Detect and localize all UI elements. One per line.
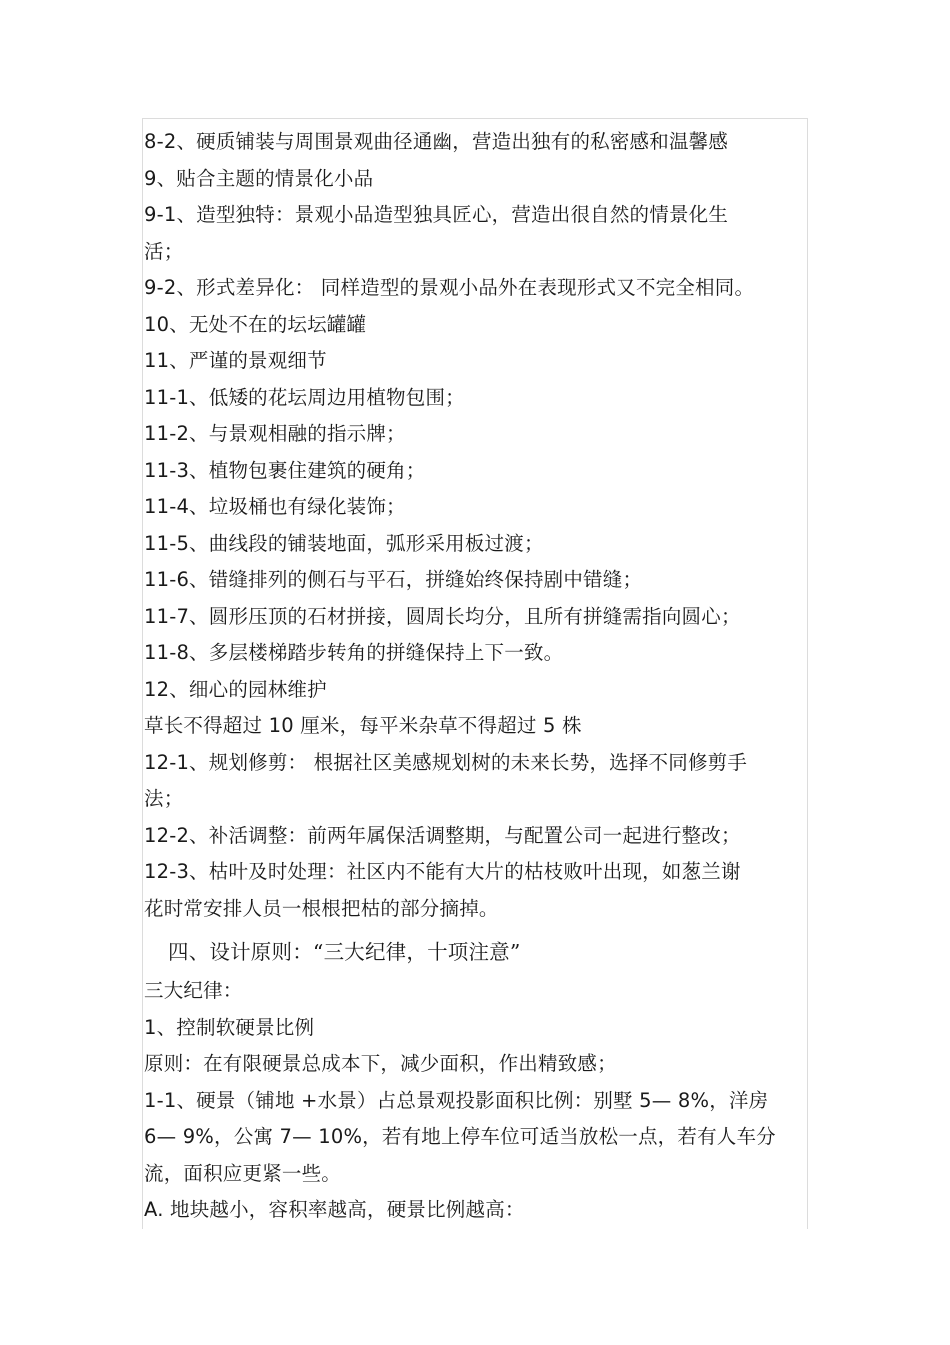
text-line: 8-2、硬质铺装与周围景观曲径通幽，营造出独有的私密感和温馨感: [144, 130, 729, 153]
document-body: [144, 124, 814, 1229]
text-line: 6— 9%，公寓 7— 10%，若有地上停车位可适当放松一点，若有人车分: [144, 1125, 776, 1148]
section-title: 11、严谨的景观细节: [144, 349, 327, 372]
text-line: A. 地块越小，容积率越高，硬景比例越高：: [144, 1198, 525, 1221]
text-line: 流，面积应更紧一些。: [144, 1161, 342, 1185]
text-line: 草长不得超过 10 厘米，每平米杂草不得超过 5 株: [144, 714, 582, 737]
text-line: 9-2、形式差异化： 同样造型的景观小品外在表现形式又不完全相同。: [144, 276, 755, 299]
text-line: 活；: [144, 239, 184, 263]
text-line: 法；: [144, 787, 184, 810]
text-line: 1-1、硬景（铺地 +水景）占总景观投影面积比例：别墅 5— 8%，洋房: [144, 1088, 769, 1112]
text-line: 9-1、造型独特：景观小品造型独具匠心，营造出很自然的情景化生: [144, 203, 729, 226]
text-line: 11-1、低矮的花坛周边用植物包围；: [144, 385, 465, 409]
text-line: 11-3、植物包裹住建筑的硬角；: [144, 458, 426, 482]
text-line: 11-4、垃圾桶也有绿化装饰；: [144, 495, 406, 518]
chapter-heading: 四、设计原则：“三大纪律，十项注意”: [168, 940, 521, 964]
text-line: 11-7、圆形压顶的石材拼接，圆周长均分，且所有拼缝需指向圆心；: [144, 604, 741, 628]
text-line: 三大纪律：: [144, 979, 243, 1002]
section-title: 12、细心的园林维护: [144, 677, 327, 701]
text-line: 原则：在有限硬景总成本下，减少面积，作出精致感；: [144, 1052, 617, 1075]
section-title: 1、控制软硬景比例: [144, 1015, 315, 1039]
text-line: 12-3、枯叶及时处理：社区内不能有大片的枯枝败叶出现，如葱兰谢: [144, 860, 741, 883]
text-line: 11-5、曲线段的铺装地面，弧形采用板过渡；: [144, 531, 544, 555]
section-title: 10、无处不在的坛坛罐罐: [144, 312, 367, 336]
text-line: 11-8、多层楼梯踏步转角的拼缝保持上下一致。: [144, 641, 564, 664]
text-line: 11-6、错缝排列的侧石与平石，拼缝始终保持剧中错缝；: [144, 568, 643, 591]
text-line: 花时常安排人员一根根把枯的部分摘掉。: [144, 896, 499, 920]
section-title: 9、贴合主题的情景化小品: [144, 166, 374, 190]
text-line: 12-1、规划修剪： 根据社区美感规划树的未来长势，选择不同修剪手: [144, 750, 748, 774]
text-line: 12-2、补活调整：前两年属保活调整期，与配置公司一起进行整改；: [144, 823, 741, 847]
text-line: 11-2、与景观相融的指示牌；: [144, 422, 406, 445]
